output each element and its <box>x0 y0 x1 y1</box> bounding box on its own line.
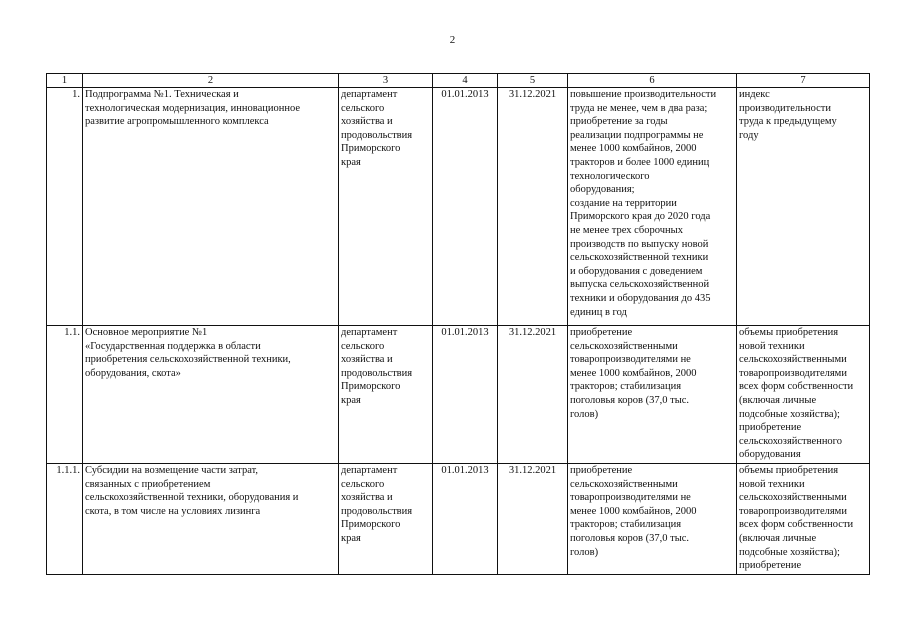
cell-text-line: департамент <box>341 327 398 338</box>
program-table <box>46 73 870 575</box>
end-date-cell: 31.12.2021 <box>498 326 568 464</box>
cell-text-line: создание на территории <box>570 197 677 209</box>
end-date-cell: 31.12.2021 <box>498 464 568 575</box>
cell-text-line: сельского <box>341 340 385 352</box>
row-number-cell: 1.1.1. <box>47 464 83 575</box>
cell-text-line: техники и оборудования до 435 <box>570 292 711 304</box>
cell-text-line: Подпрограмма №1. Техническая и <box>85 89 239 100</box>
cell-text-line: реализации подпрограммы не <box>570 129 704 141</box>
cell-text-line: (включая личные <box>739 532 817 544</box>
cell-text-line: связанных с приобретением <box>85 478 211 490</box>
cell-text-line: новой техники <box>739 340 805 352</box>
cell-text-line: приобретение <box>739 422 802 434</box>
cell-text-line: Приморского края до 2020 года <box>570 211 711 223</box>
cell-text-line: и оборудования с доведением <box>570 265 703 277</box>
cell-text-line: Основное мероприятие №1 <box>85 327 208 338</box>
cell-text-line: края <box>341 532 361 544</box>
cell-text-line: продовольствия <box>341 505 413 517</box>
executor-cell <box>339 464 433 575</box>
header-cell: 6 <box>568 74 737 88</box>
cell-text-line: Приморского <box>341 519 401 531</box>
cell-text-line: году <box>739 129 759 141</box>
header-cell: 3 <box>339 74 433 88</box>
indicator-cell <box>737 326 870 464</box>
activity-name-cell <box>83 88 339 326</box>
end-date-cell: 31.12.2021 <box>498 88 568 326</box>
cell-text-line: товаропроизводителями <box>739 367 847 379</box>
cell-text-line: новой техники <box>739 478 805 490</box>
cell-text-line: индекс <box>739 89 770 100</box>
start-date-cell: 01.01.2013 <box>433 88 498 326</box>
cell-text-line: приобретения сельскохозяйственной техники, <box>85 354 291 366</box>
cell-text-line: сельскохозяйственного <box>739 435 842 447</box>
row-number-cell: 1. <box>47 88 83 326</box>
cell-text-line: приобретение <box>739 560 802 572</box>
indicator-cell <box>737 464 870 575</box>
cell-text-line: Приморского <box>341 381 401 393</box>
cell-text-line: объемы приобретения <box>739 465 839 476</box>
cell-text-line: скота, в том числе на условиях лизинга <box>85 505 261 517</box>
expected-result-cell <box>568 88 737 326</box>
activity-name-cell <box>83 326 339 464</box>
cell-text-line: хозяйства и <box>341 492 393 504</box>
table-row <box>47 326 870 464</box>
expected-result-cell <box>568 326 737 464</box>
cell-text-line: не менее трех сборочных <box>570 224 683 236</box>
cell-text-line: менее 1000 комбайнов, 2000 <box>570 143 697 155</box>
cell-text-line: оборудования <box>739 449 801 461</box>
cell-text-line: выпуска сельскохозяйственной <box>570 279 710 291</box>
cell-text-line: подсобные хозяйства); <box>739 408 840 420</box>
cell-text-line: края <box>341 156 361 168</box>
cell-text-line: сельскохозяйственной техники <box>570 252 709 264</box>
start-date-cell: 01.01.2013 <box>433 464 498 575</box>
expected-result-cell <box>568 464 737 575</box>
cell-text-line: департамент <box>341 89 398 100</box>
cell-text-line: товаропроизводителями не <box>570 492 691 504</box>
cell-text-line: производств по выпуску новой <box>570 238 709 250</box>
cell-text-line: хозяйства и <box>341 354 393 366</box>
start-date-cell: 01.01.2013 <box>433 326 498 464</box>
cell-text-line: края <box>341 394 361 406</box>
cell-text-line: технологического <box>570 170 650 182</box>
cell-text-line: тракторов; стабилизация <box>570 519 682 531</box>
cell-text-line: товаропроизводителями не <box>570 354 691 366</box>
row-number-cell: 1.1. <box>47 326 83 464</box>
cell-text-line: поголовья коров (37,0 тыс. <box>570 532 690 544</box>
cell-text-line: труда не менее, чем в два раза; <box>570 102 708 114</box>
cell-text-line: всех форм собственности <box>739 519 854 531</box>
cell-text-line: тракторов и более 1000 единиц <box>570 156 710 168</box>
cell-text-line: голов) <box>570 408 599 420</box>
cell-text-line: менее 1000 комбайнов, 2000 <box>570 367 697 379</box>
cell-text-line: продовольствия <box>341 129 413 141</box>
header-cell: 7 <box>737 74 870 88</box>
cell-text-line: сельскохозяйственной техники, оборудования и <box>85 492 299 504</box>
cell-text-line: Субсидии на возмещение части затрат, <box>85 465 259 476</box>
cell-text-line: поголовья коров (37,0 тыс. <box>570 394 690 406</box>
cell-text-line: всех форм собственности <box>739 381 854 393</box>
cell-text-line: сельского <box>341 102 385 114</box>
cell-text-line: Приморского <box>341 143 401 155</box>
header-row <box>47 74 870 88</box>
cell-text-line: оборудования, скота» <box>85 367 181 379</box>
executor-cell <box>339 326 433 464</box>
header-cell: 1 <box>47 74 83 88</box>
cell-text-line: сельскохозяйственными <box>739 354 847 366</box>
cell-text-line: объемы приобретения <box>739 327 839 338</box>
cell-text-line: сельскохозяйственными <box>570 340 678 352</box>
table-row <box>47 464 870 575</box>
cell-text-line: приобретение <box>570 465 633 476</box>
cell-text-line: сельскохозяйственными <box>570 478 678 490</box>
cell-text-line: хозяйства и <box>341 116 393 128</box>
cell-text-line: тракторов; стабилизация <box>570 381 682 393</box>
cell-text-line: товаропроизводителями <box>739 505 847 517</box>
cell-text-line: «Государственная поддержка в области <box>85 340 261 352</box>
cell-text-line: оборудования; <box>570 184 635 196</box>
cell-text-line: департамент <box>341 465 398 476</box>
activity-name-cell <box>83 464 339 575</box>
header-cell: 2 <box>83 74 339 88</box>
cell-text-line: продовольствия <box>341 367 413 379</box>
cell-text-line: голов) <box>570 546 599 558</box>
cell-text-line: технологическая модернизация, инновационное <box>85 102 300 114</box>
cell-text-line: повышение производительности <box>570 89 717 100</box>
cell-text-line: производительности <box>739 102 831 114</box>
header-cell: 5 <box>498 74 568 88</box>
table-row <box>47 88 870 326</box>
cell-text-line: (включая личные <box>739 394 817 406</box>
header-cell: 4 <box>433 74 498 88</box>
cell-text-line: сельского <box>341 478 385 490</box>
cell-text-line: подсобные хозяйства); <box>739 546 840 558</box>
cell-text-line: приобретение за годы <box>570 116 668 128</box>
cell-text-line: труда к предыдущему <box>739 116 837 128</box>
indicator-cell <box>737 88 870 326</box>
cell-text-line: сельскохозяйственными <box>739 492 847 504</box>
page-number: 2 <box>449 34 456 46</box>
cell-text-line: развитие агропромышленного комплекса <box>85 116 269 128</box>
executor-cell <box>339 88 433 326</box>
cell-text-line: менее 1000 комбайнов, 2000 <box>570 505 697 517</box>
cell-text-line: приобретение <box>570 327 633 338</box>
cell-text-line: единиц в год <box>570 306 627 318</box>
